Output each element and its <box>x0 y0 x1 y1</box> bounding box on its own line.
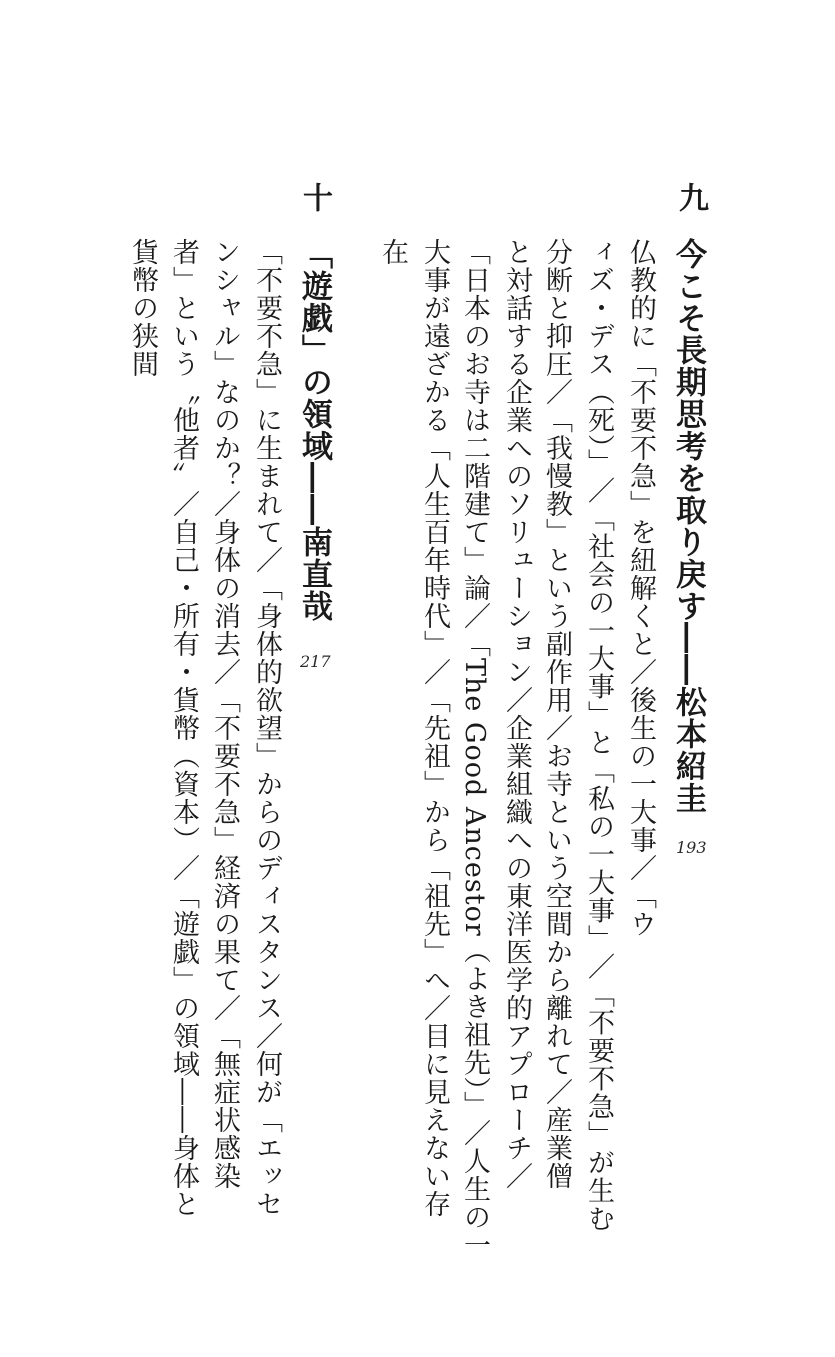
chapter-10-title: 「遊戯」の領域――南直哉 <box>296 238 332 622</box>
chapter-10-summary-line: 貨幣の狭間 <box>127 238 158 378</box>
chapter-10-page-number: 217 <box>300 652 331 671</box>
chapter-9-title: 今こそ長期思考を取り戻す――松本紹圭 <box>670 238 706 814</box>
chapter-9-summary-line: 「日本のお寺は二階建て」論／「The Good Ancestor（よき祖先）」／人生の一 <box>459 238 490 1260</box>
chapter-9-summary-line: 分断と抑圧／「我慢教」という副作用／お寺という空間から離れて／産業僧 <box>541 238 572 1190</box>
chapter-9-number: 九 <box>673 182 708 212</box>
chapter-9-page-number: 193 <box>676 838 707 857</box>
chapter-10-number: 十 <box>297 182 332 212</box>
chapter-9-summary-line: と対話する企業へのソリューション／企業組織への東洋医学的アプローチ／ <box>501 238 532 1190</box>
chapter-9-summary-line: 在 <box>377 238 408 266</box>
chapter-9-summary-line: ィズ・デス（死）」／「社会の一大事」と「私の一大事」／「不要不急」が生む <box>583 238 614 1233</box>
chapter-9-summary-line: 仏教的に「不要不急」を紐解くと／後生の一大事／「ウ <box>625 238 656 938</box>
chapter-10-summary-line: 者」という〝他者〟／自己・所有・貨幣（資本）／「遊戯」の領域――身体と <box>168 238 199 1218</box>
chapter-10-summary-line: ンシャル」なのか？／身体の消去／「不要不急」経済の果て／「無症状感染 <box>209 238 240 1190</box>
chapter-10-summary-line: 「不要不急」に生まれて／「身体的欲望」からのディスタンス／何が「エッセ <box>251 238 282 1218</box>
chapter-9-summary-line: 大事が遠ざかる「人生百年時代」／「先祖」から「祖先」へ／目に見えない存 <box>419 238 450 1218</box>
